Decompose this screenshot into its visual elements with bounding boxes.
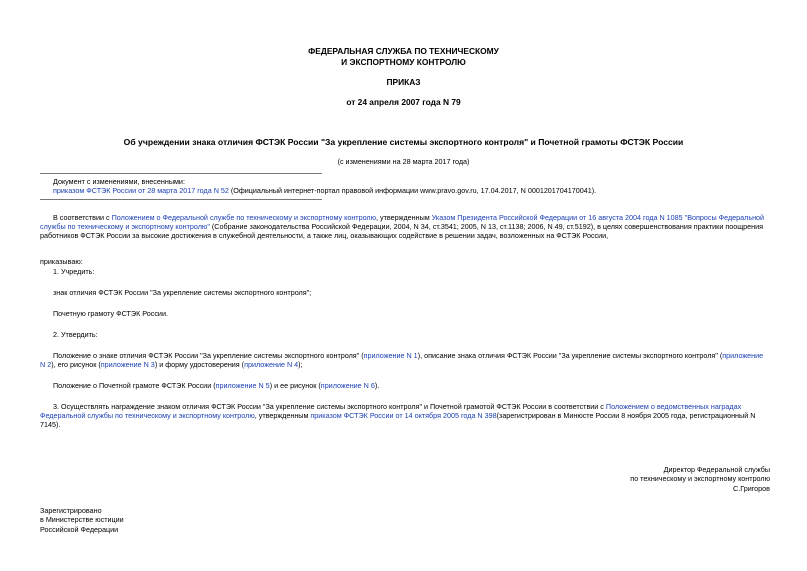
- appendix-6-link[interactable]: приложение N 6: [320, 381, 375, 390]
- registration-block: [40, 506, 124, 534]
- fstec-regulation-link[interactable]: Положением о Федеральной службе по техническому и экспортному контролю: [111, 213, 377, 222]
- item-2b: [40, 381, 770, 390]
- item-2b-text-1: Положение о Почетной грамоте ФСТЭК России (: [53, 381, 216, 390]
- preamble-text-2: , утвержденным: [376, 213, 432, 222]
- changes-order-link[interactable]: приказом ФСТЭК России от 28 марта 2017 года N 52: [53, 186, 229, 195]
- presidential-decree-link[interactable]: Указом Президента Российской Федерации от 16 августа 2004 года N 1085 "Вопросы Федеральной службы по техническому и экспортному контролю": [40, 213, 765, 231]
- item-2: 2. Утвердить:: [53, 330, 98, 339]
- item-2a-text-4: ) и форму удостоверения (: [154, 360, 245, 369]
- org-line-2: И ЭКСПОРТНОМУ КОНТРОЛЮ: [341, 56, 466, 67]
- item-2a: [40, 351, 770, 369]
- appendix-5-link[interactable]: приложение N 5: [215, 381, 270, 390]
- item-3: [40, 402, 770, 429]
- item-3-text-2: , утвержденным: [254, 411, 311, 420]
- signature-block: [630, 465, 770, 493]
- changes-label: Документ с изменениями, внесенными:: [53, 177, 185, 186]
- changes-entry: [53, 186, 773, 195]
- order-398-link[interactable]: приказом ФСТЭК России от 14 октября 2005 года N 398: [310, 411, 497, 420]
- preamble-text-3: (Собрание законодательства Российской Федерации, 2004, N 34, ст.3541; 2005, N 13, ст.1138; 2006, N 49, ст.5192), в целях совершенствования практики поощрения работников ФСТЭК России за высокие достижения в служебной деятельности, а также лиц, оказывающих содействие в решении задач, возложенных на ФСТЭК России,: [40, 222, 764, 240]
- item-2b-text-2: ) и ее рисунок (: [269, 381, 321, 390]
- preamble-text-1: В соответствии с: [53, 213, 112, 222]
- doc-date: от 24 апреля 2007 года N 79: [346, 97, 461, 107]
- item-2a-text-2: ), описание знака отличия ФСТЭК России "За укрепление системы экспортного контроля" (: [417, 351, 723, 360]
- doc-type: ПРИКАЗ: [386, 77, 421, 87]
- item-1: 1. Учредить:: [53, 267, 95, 276]
- item-3-text-3: (зарегистрирован в Минюсте России 8 ноября 2005 года, регистрационный N 7145).: [40, 411, 756, 429]
- changes-top-rule: [40, 173, 322, 174]
- signature-name: С.Григоров: [733, 483, 770, 493]
- org-line-1: ФЕДЕРАЛЬНАЯ СЛУЖБА ПО ТЕХНИЧЕСКОМУ: [308, 46, 499, 56]
- appendix-2-link[interactable]: приложение N 2: [40, 351, 764, 369]
- registration-line-2: в Министерстве юстиции: [40, 515, 124, 525]
- item-2a-text-3: ), его рисунок (: [51, 360, 101, 369]
- item-1b: Почетную грамоту ФСТЭК России.: [53, 309, 168, 318]
- appendix-4-link[interactable]: приложение N 4: [244, 360, 299, 369]
- item-1a: знак отличия ФСТЭК России "За укрепление системы экспортного контроля";: [53, 288, 312, 297]
- doc-title: Об учреждении знака отличия ФСТЭК России "За укрепление системы экспортного контроля" и Почетной грамоты ФСТЭК России: [123, 137, 684, 147]
- signature-title-1: Директор Федеральной службы: [663, 465, 770, 474]
- registration-line-3: Российской Федерации: [40, 524, 119, 534]
- appendix-3-link[interactable]: приложение N 3: [100, 360, 155, 369]
- item-2a-text-5: );: [298, 360, 303, 369]
- signature-title-2: по техническому и экспортному контролю: [630, 474, 770, 484]
- changes-source: (Официальный интернет-портал правовой информации www.pravo.gov.ru, 17.04.2017, N 0001201704170041).: [228, 186, 597, 195]
- preamble-paragraph: [40, 213, 770, 240]
- item-2b-text-3: ).: [374, 381, 380, 390]
- item-2a-text-1: Положение о знаке отличия ФСТЭК России "За укрепление системы экспортного контроля" (: [53, 351, 364, 360]
- awards-regulation-link[interactable]: Положением о ведомственных наградах Федеральной службы по техническому и экспортному контролю: [40, 402, 742, 420]
- org-name: [0, 46, 807, 68]
- registration-line-1: Зарегистрировано: [40, 506, 102, 515]
- changes-bottom-rule: [40, 199, 322, 200]
- item-3-text-1: 3. Осуществлять награждение знаком отличия ФСТЭК России "За укрепление системы экспортного контроля" и Почетной грамотой ФСТЭК России в соответствии с: [53, 402, 606, 411]
- order-verb: приказываю:: [40, 257, 83, 266]
- doc-changes-note: (с изменениями на 28 марта 2017 года): [337, 157, 470, 166]
- appendix-1-link[interactable]: приложение N 1: [363, 351, 418, 360]
